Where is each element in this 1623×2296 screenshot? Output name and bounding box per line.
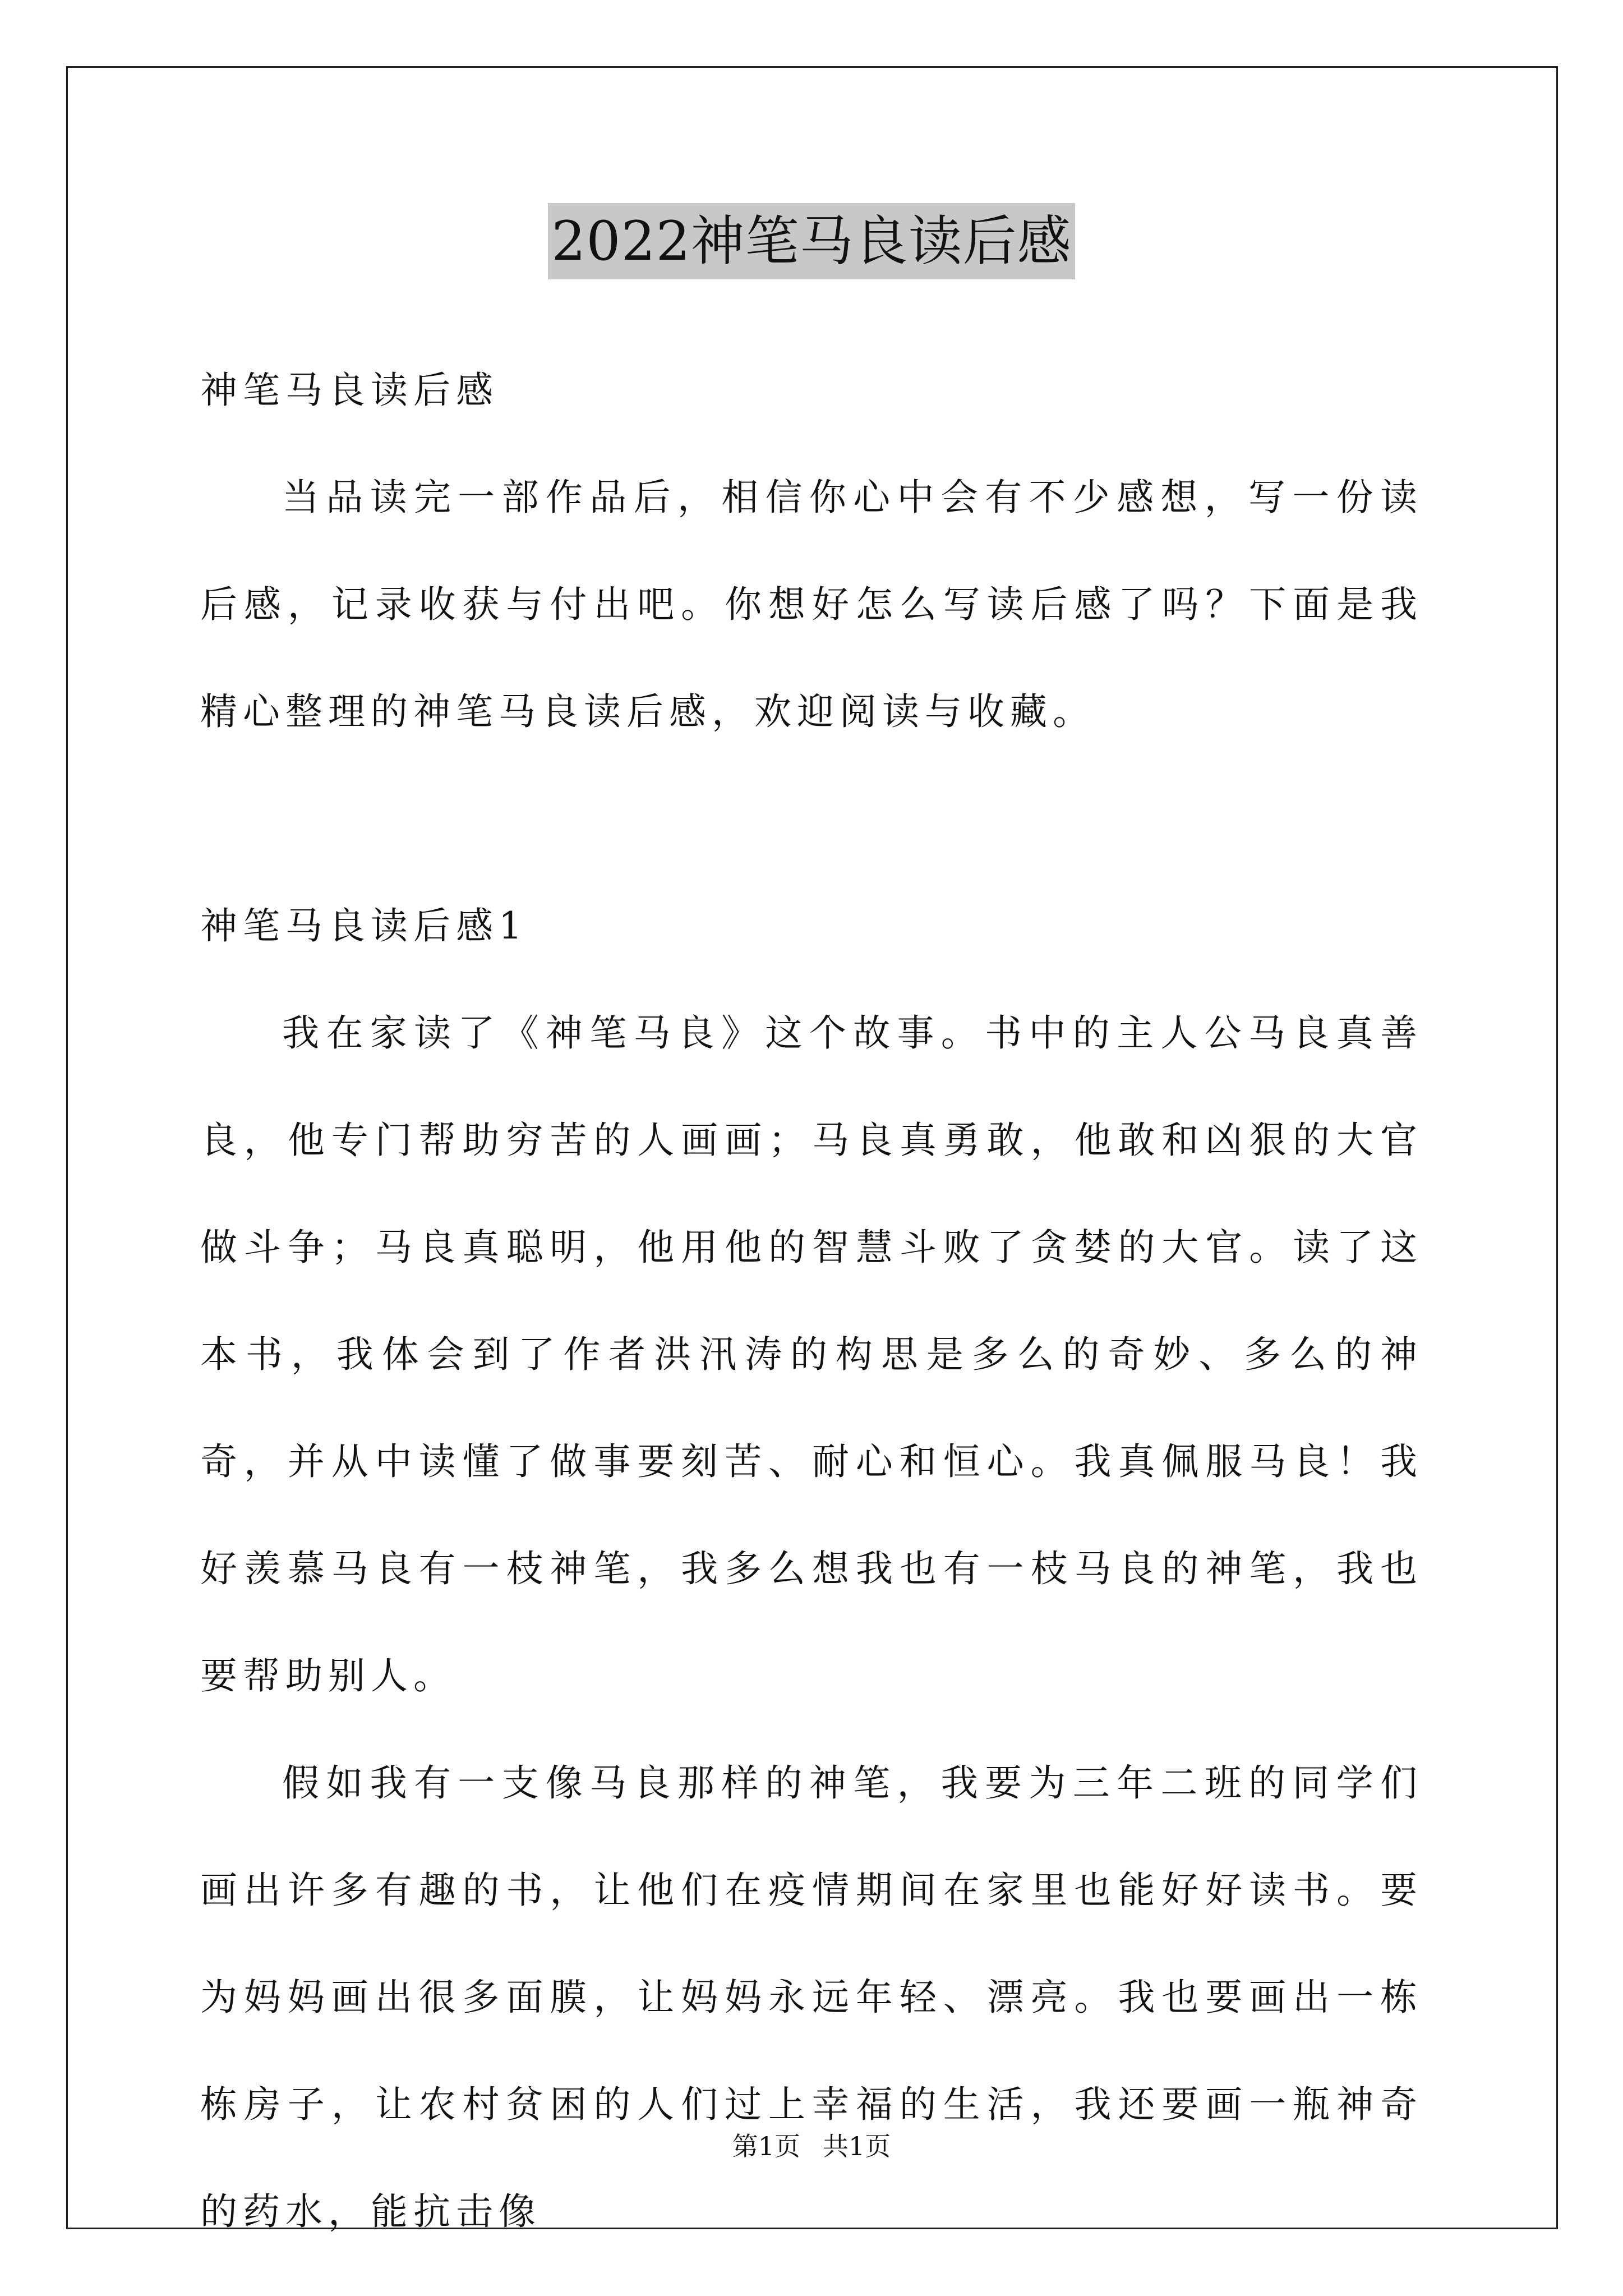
section-heading: 神笔马良读后感1 (200, 904, 528, 947)
page-number: 第1页 (732, 2131, 800, 2161)
title-container (0, 203, 1623, 279)
body-paragraph-1: 我在家读了《神笔马良》这个故事。书中的主人公马良真善良，他专门帮助穷苦的人画画；马良真勇敢，他敢和凶狠的大官做斗争；马良真聪明，他用他的智慧斗败了贪婪的大官。读了这本书，我体会到了作者洪汛涛的构思是多么的奇妙、多么的神奇，并从中读懂了做事要刻苦、耐心和恒心。我真佩服马良！我好羡慕马良有一枝神笔，我多么想我也有一枝马良的神笔，我也要帮助别人。 (200, 1011, 1423, 1697)
page-footer (0, 2129, 1623, 2163)
document-title: 2022神笔马良读后感 (548, 203, 1075, 279)
blank-line (200, 765, 1423, 872)
body-paragraph-2: 假如我有一支像马良那样的神笔，我要为三年二班的同学们画出许多有趣的书，让他们在疫情期间在家里也能好好读书。要为妈妈画出很多面膜，让妈妈永远年轻、漂亮。我也要画出一栋栋房子，让农村贫困的人们过上幸福的生活，我还要画一瓶神奇的药水，能抗击像 (200, 1761, 1423, 2233)
intro-paragraph: 当品读完一部作品后，相信你心中会有不少感想，写一份读后感，记录收获与付出吧。你想好怎么写读后感了吗？下面是我精心整理的神笔马良读后感，欢迎阅读与收藏。 (200, 476, 1423, 733)
intro-heading: 神笔马良读后感 (200, 369, 499, 412)
page-total: 共1页 (823, 2131, 891, 2161)
document-body (200, 337, 1423, 2265)
